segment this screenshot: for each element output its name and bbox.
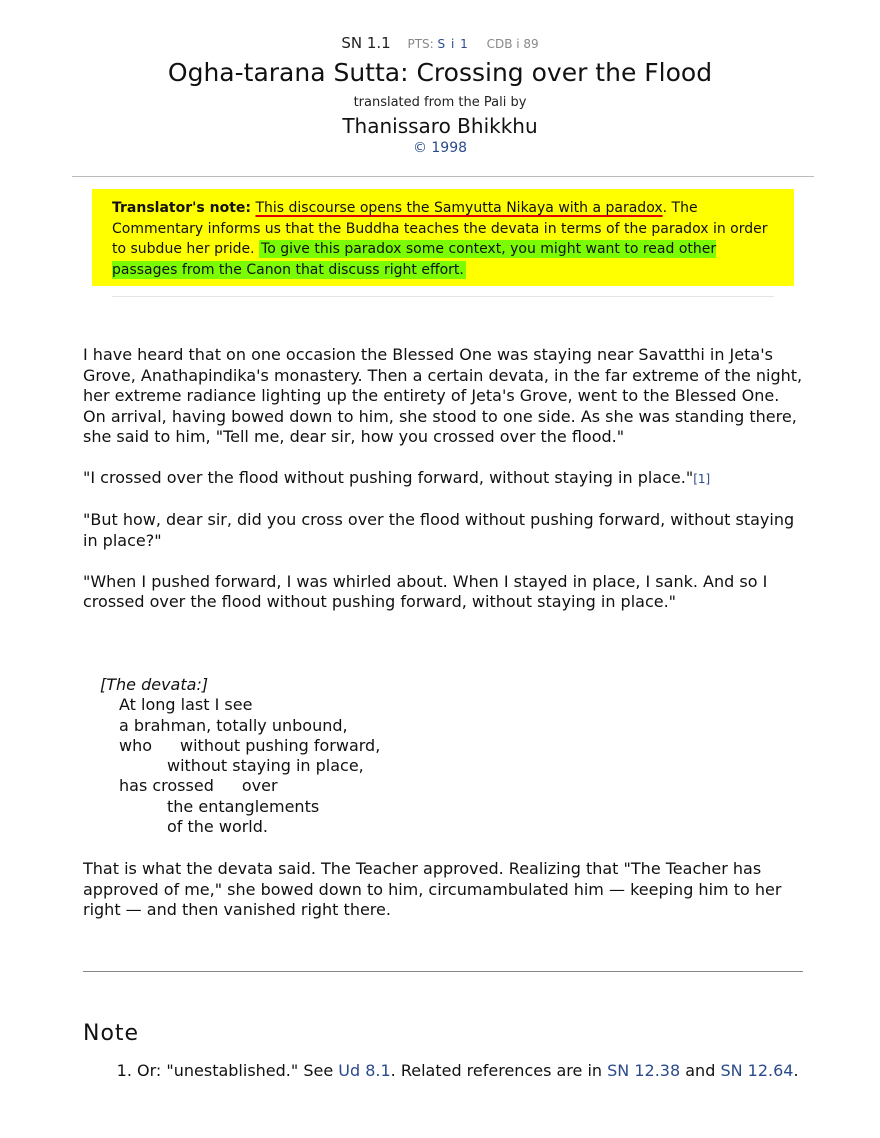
link-sn-12-64[interactable]: SN 12.64 [720,1061,794,1080]
verse-line: a brahman, totally unbound, [119,715,348,735]
paragraph-2 [83,468,805,490]
header-divider [72,176,814,177]
translator-note-underlined: This discourse opens the Samyutta Nikaya with a paradox [255,200,663,216]
verse-line: At long last I see [119,695,253,715]
verse-line: without staying in place, [167,756,364,776]
page-title: Ogha-tarana Sutta: Crossing over the Flood [167,58,713,87]
closing-paragraph: That is what the devata said. The Teacher approved. Realizing that "The Teacher has approved of me," she bowed down to him, circumambulated him — keeping him to her right — and then vanished right there. [83,859,782,919]
verse [100,675,380,837]
note-text: and [680,1061,721,1080]
translator-note [92,189,794,286]
verse-line: the entanglements [167,796,320,816]
copyright: © 1998 [412,140,468,156]
note-text: Or: "unestablished." See [137,1061,339,1080]
pts-reference [407,37,472,51]
verse-phrase: without pushing forward, [180,735,381,755]
header [0,34,880,156]
notes-list [83,1061,803,1082]
link-ud-8-1[interactable]: Ud 8.1 [338,1061,391,1080]
cdb-reference: CDB i 89 [486,37,539,51]
note-item [137,1061,803,1082]
note-divider [112,296,774,297]
verse-line: of the world. [167,817,268,837]
pts-label: PTS: [407,37,434,51]
paragraph-1: I have heard that on one occasion the Blessed One was staying near Savatthi in Jeta's Grove, Anathapindika's monastery. Then a certain devata, in the far extreme of the night, her extreme radiance lighting up the entirety of Jeta's Grove, went to the Blessed One. On arrival, having bowed down to him, she stood to one side. As she was standing there, she said to him, "Tell me, dear sir, how you crossed over the flood." [83,345,803,446]
translator-note-text: . The Commentary informs us that the Buddha teaches the devata in terms of the paradox in order to subdue her pride. [112,200,768,257]
note-text: . [793,1061,799,1080]
paragraph-3: "But how, dear sir, did you cross over the flood without pushing forward, without staying in place?" [83,510,795,550]
paragraph-2-text: "I crossed over the flood without pushing forward, without staying in place." [83,468,694,487]
verse-line [119,776,380,796]
sutta-id: SN 1.1 [341,34,391,52]
notes-divider [83,971,803,972]
verse-word: over [241,776,278,796]
pts-link[interactable]: S i 1 [437,37,469,51]
link-sn-12-38[interactable]: SN 12.38 [607,1061,681,1080]
paragraph-4: "When I pushed forward, I was whirled about. When I stayed in place, I sank. And so I crossed over the flood without pushing forward, without staying in place." [83,571,768,611]
footnote-link-1[interactable]: [1] [693,472,711,486]
translator-note-highlight: To give this paradox some context, you might want to read other passages from the Canon that discuss right effort. [112,241,717,278]
verse-phrase: has crossed [119,776,214,796]
notes-heading: Note [83,1021,140,1046]
sutta-body [83,345,805,633]
translated-from: translated from the Pali by [353,95,527,110]
verse-speaker: [The devata:] [100,675,209,694]
note-text: . Related references are in [390,1061,608,1080]
verse-line [119,736,380,756]
translator-note-label: Translator's note: [112,200,251,216]
verse-word: who [119,735,153,755]
sutta-reference-line [0,34,880,52]
translator-name: Thanissaro Bhikkhu [342,114,538,138]
